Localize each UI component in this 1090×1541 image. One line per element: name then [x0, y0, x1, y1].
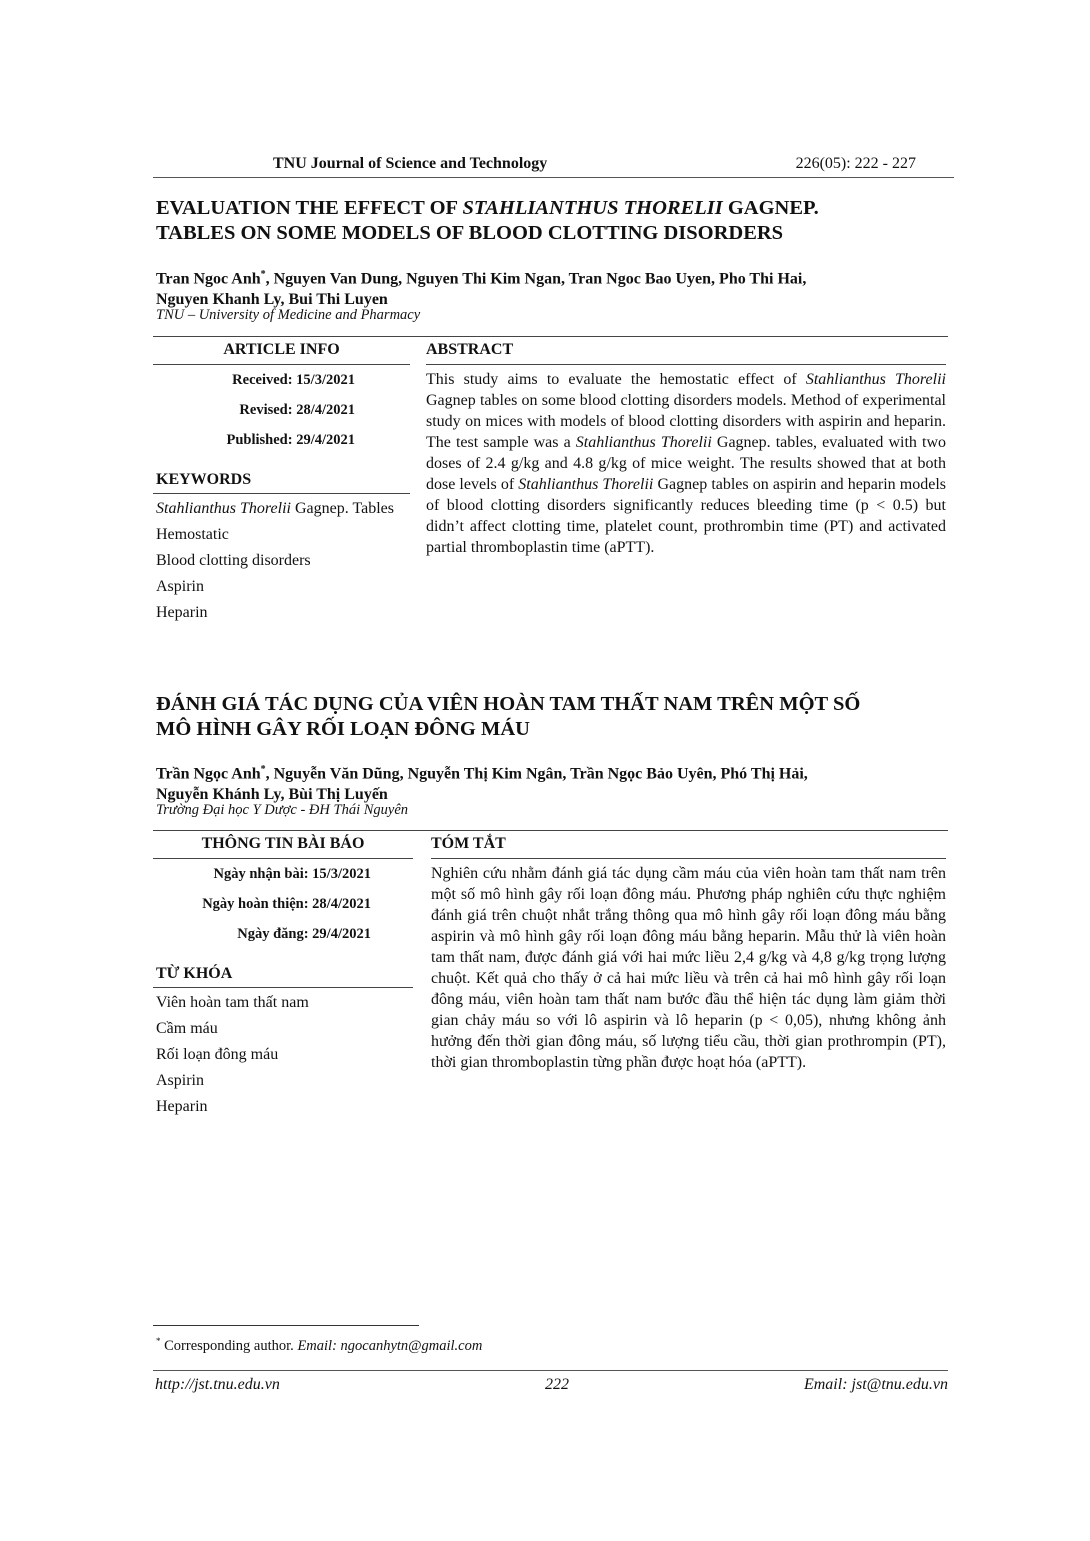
page-number: 222: [545, 1376, 569, 1393]
keyword-item: Rối loạn đông máu: [156, 1046, 279, 1063]
article-dates: [153, 365, 410, 455]
vietnamese-affiliation: Trường Đại học Y Dược - ĐH Thái Nguyên: [156, 802, 409, 818]
title-part: GAGNEP.: [722, 197, 819, 219]
abstract-heading: TÓM TẮT: [431, 830, 946, 859]
abstract-heading: ABSTRACT: [426, 336, 946, 365]
article-dates: [153, 859, 413, 949]
issue-pages: 226(05): 222 - 227: [795, 155, 916, 172]
keyword-item: Heparin: [156, 1098, 208, 1115]
keyword-item: Hemostatic: [156, 526, 229, 543]
journal-url[interactable]: http://jst.tnu.edu.vn: [155, 1376, 280, 1393]
running-header: [153, 153, 954, 178]
article-info-heading: THÔNG TIN BÀI BÁO: [153, 830, 413, 859]
received-date: Ngày nhận bài: 15/3/2021: [213, 866, 371, 882]
article-info-column: [153, 830, 413, 1122]
keywords-list: [153, 498, 410, 623]
english-affiliation: TNU – University of Medicine and Pharmacy: [156, 307, 421, 323]
keyword-item: Stahlianthus Thorelii Gagnep. Tables: [156, 500, 394, 517]
keywords-heading: TỪ KHÓA: [153, 961, 413, 988]
footnote-divider: [153, 1325, 419, 1326]
title-line-2: MÔ HÌNH GÂY RỐI LOẠN ĐÔNG MÁU: [156, 718, 530, 740]
keyword-item: Viên hoàn tam thất nam: [156, 994, 309, 1011]
published-date: Ngày đăng: 29/4/2021: [237, 926, 371, 942]
journal-email[interactable]: Email: jst@tnu.edu.vn: [803, 1376, 948, 1393]
authors-rest: , Nguyễn Văn Dũng, Nguyễn Thị Kim Ngân, Trần Ngọc Bảo Uyên, Phó Thị Hải,: [265, 765, 808, 783]
keywords-heading: KEYWORDS: [153, 467, 410, 494]
author-first: Tran Ngoc Anh: [156, 270, 261, 288]
title-line-1: ĐÁNH GIÁ TÁC DỤNG CỦA VIÊN HOÀN TAM THẤT NAM TRÊN MỘT SỐ: [156, 693, 861, 715]
keywords-list: [153, 992, 413, 1117]
corresponding-author-footnote: * Corresponding author. Email: ngocanhytn@gmail.com: [156, 1336, 483, 1354]
keyword-item: Blood clotting disorders: [156, 552, 311, 569]
abstract-column: [426, 336, 946, 558]
title-part: EVALUATION THE EFFECT OF: [156, 197, 463, 219]
abstract-column: [431, 830, 946, 1073]
journal-name: TNU Journal of Science and Technology: [273, 155, 548, 172]
published-date: Published: 29/4/2021: [226, 432, 355, 448]
revised-date: Revised: 28/4/2021: [239, 402, 355, 418]
page-footer: [153, 1370, 948, 1401]
keyword-item: Aspirin: [156, 1072, 204, 1089]
authors-rest: , Nguyen Van Dung, Nguyen Thi Kim Ngan, Tran Ngoc Bao Uyen, Pho Thi Hai,: [265, 270, 807, 288]
author-email: Email: ngocanhytn@gmail.com: [297, 1337, 483, 1354]
corresponding-mark: *: [260, 764, 266, 775]
authors-line-2: Nguyễn Khánh Ly, Bùi Thị Luyến: [156, 786, 388, 804]
authors-line-2: Nguyen Khanh Ly, Bui Thi Luyen: [156, 291, 388, 309]
received-date: Received: 15/3/2021: [232, 372, 355, 388]
vietnamese-info-block: [153, 830, 948, 1140]
vietnamese-title: [156, 692, 956, 742]
keyword-item: Aspirin: [156, 578, 204, 595]
corresponding-mark: *: [260, 269, 266, 280]
abstract-text: Nghiên cứu nhằm đánh giá tác dụng cầm máu của viên hoàn tam thất nam trên một số mô hình gây rối loạn đông máu. Phương pháp nghiên cứu thực nghiệm đánh giá trên chuột nhắt trắng thông qua mô hình gây rối loạn đông máu bằng aspirin và mô hình gây rối loạn đông máu bằng heparin. Mẫu thử là viên hoàn tam thất nam, được đánh giá với hai mức liều 2,4 g/kg và 4,8 g/kg trọng lượng chuột. Kết quả cho thấy ở cả hai mức liều và trên cả hai mô hình gây rối loạn đông máu, viên hoàn tam thất nam bước đầu thể hiện tác dụng làm giảm thời gian chảy máu so với lô aspirin và lô heparin (p < 0,05), nhưng không ảnh hưởng đến thời gian đông máu, số lượng tiểu cầu, thời gian prothrompin (PT), thời gian thromboplastin từng phần được hoạt hóa (aPTT).: [431, 865, 946, 1071]
abstract-text: This study aims to evaluate the hemostatic effect of Stahlianthus Thorelii Gagnep tables on some blood clotting disorders models. Method of experimental study on mices with models of blood clotting disorders with aspirin and heparin. The test sample was a Stahlianthus Thorelii Gagnep. tables, evaluated with two doses of 2.4 g/kg and 4.8 g/kg of mice weight. The results showed that at both dose levels of Stahlianthus Thorelii Gagnep tables on aspirin and heparin models of blood clotting disorders significantly reduces bleeding time (p < 0.5) but didn’t affect clotting time, platelet count, prothrombin time (PT) and activated partial thromboplastin time (aPTT).: [426, 371, 947, 556]
english-authors: [156, 264, 956, 310]
english-info-block: [153, 336, 948, 666]
article-info-heading: ARTICLE INFO: [153, 336, 410, 365]
author-first: Trần Ngọc Anh: [156, 765, 261, 783]
keyword-item: Cầm máu: [156, 1020, 218, 1037]
vietnamese-authors: [156, 759, 956, 805]
english-title: [156, 196, 956, 246]
revised-date: Ngày hoàn thiện: 28/4/2021: [202, 896, 371, 912]
title-species: STAHLIANTHUS THORELII: [462, 197, 723, 219]
keyword-item: Heparin: [156, 604, 208, 621]
article-info-column: [153, 336, 410, 628]
title-line-2: TABLES ON SOME MODELS OF BLOOD CLOTTING DISORDERS: [156, 222, 784, 244]
